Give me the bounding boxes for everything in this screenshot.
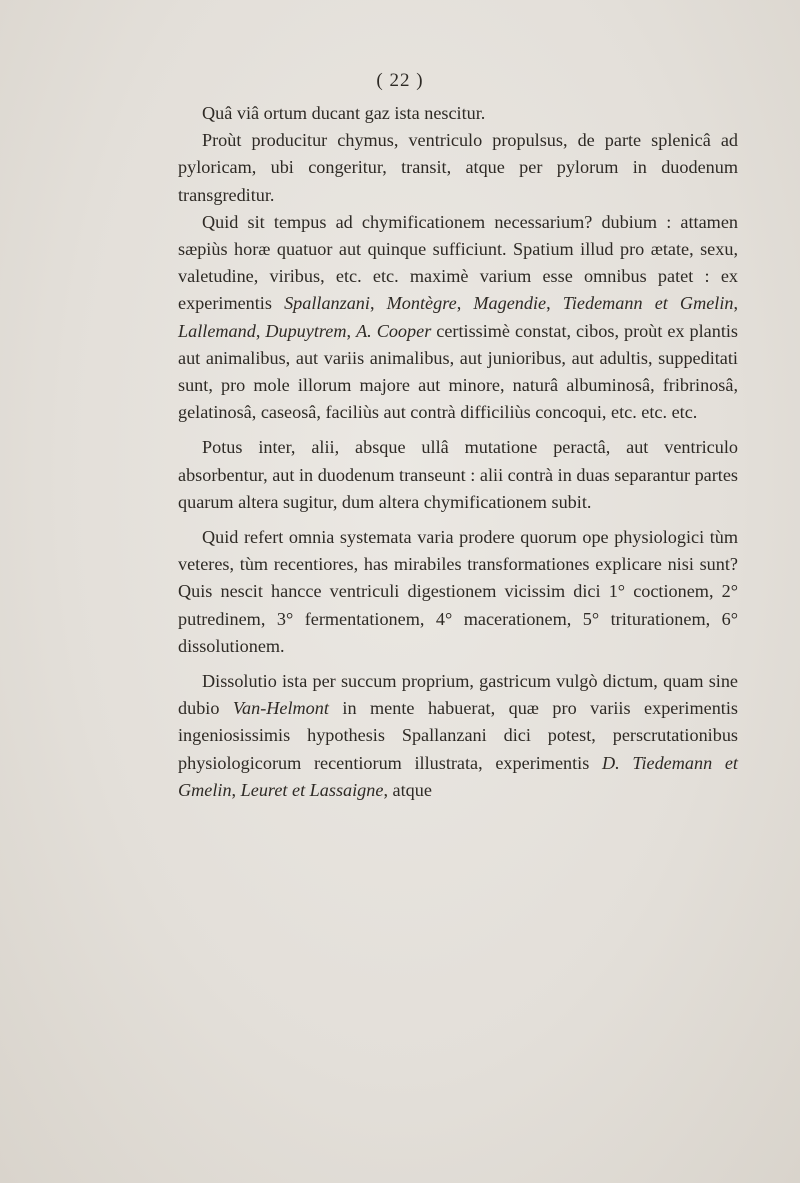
paragraph bbox=[178, 524, 738, 660]
paragraph bbox=[178, 127, 738, 209]
text-run: Proùt producitur chymus, ventriculo propulsus, de parte splenicâ ad pyloricam, ubi congeritur, transit, atque per pylorum in duodenum transgreditur. bbox=[178, 130, 738, 205]
text-run: Potus inter, alii, absque ullâ mutatione peractâ, aut ventriculo absorbentur, aut in duodenum transeunt : alii contrà in duas separantur partes quarum altera sugitur, dum altera chymificationem subit. bbox=[178, 437, 738, 512]
italic-run: A. Cooper bbox=[356, 320, 432, 341]
italic-run: D. Tiedemann et Gmelin bbox=[178, 752, 738, 800]
italic-run: Magendie bbox=[473, 293, 547, 314]
text-run: , bbox=[733, 293, 739, 314]
body-text bbox=[178, 100, 738, 804]
text-run: , bbox=[255, 320, 266, 341]
paragraph bbox=[178, 668, 738, 804]
italic-run: Van-Helmont bbox=[232, 698, 329, 719]
italic-run: Dupuytrem bbox=[265, 320, 347, 341]
text-run: certissimè constat, cibos, proùt ex plantis aut animalibus, aut variis animalibus, aut junioribus, aut adultis, suppeditati sunt, pro mole illorum majore aut minore, naturâ albuminosâ, fribrinosâ, gelatinosâ, caseosâ, faciliùs aut contrà difficiliùs concoqui, etc. etc. etc. bbox=[178, 320, 739, 423]
paragraph bbox=[178, 434, 738, 516]
italic-run: Leuret et Lassaigne bbox=[240, 779, 384, 800]
text-run: , bbox=[231, 779, 241, 800]
text-run: , bbox=[369, 293, 387, 314]
text-run: Quid sit tempus ad chymificationem necessarium? dubium : attamen sæpiùs horæ quatuor aut quinque sufficiunt. Spatium illud pro ætate, sexu, valetudine, viribus, etc. etc. maximè varium esse omnibus patet : ex experimentis bbox=[178, 211, 738, 314]
text-run: , bbox=[546, 293, 563, 314]
paragraph bbox=[178, 100, 738, 127]
italic-run: Tiedemann et Gmelin bbox=[562, 293, 734, 314]
text-run: , atque bbox=[383, 779, 432, 800]
text-run: Quid refert omnia systemata varia prodere quorum ope physiologici tùm veteres, tùm recentiores, has mirabiles transformationes explicare nisi sunt? Quis nescit hancce ventriculi digestionem vicissim dici 1° coctionem, 2° putredinem, 3° fermentationem, 4° macerationem, 5° triturationem, 6° dissolutionem. bbox=[178, 527, 738, 656]
italic-run: Montègre bbox=[386, 293, 457, 314]
text-run: Dissolutio ista per succum proprium, gastricum vulgò dictum, quam sine dubio bbox=[178, 671, 738, 719]
italic-run: Lallemand bbox=[178, 320, 256, 341]
page-number: ( 22 ) bbox=[376, 70, 424, 91]
paragraph bbox=[178, 209, 738, 427]
text-run: , bbox=[346, 320, 357, 341]
italic-run: Spallanzani bbox=[284, 293, 370, 314]
text-run: in mente habuerat, quæ pro variis experimentis ingeniosissimis hypothesis Spallanzani dici potest, perscrutationibus physiologicorum recentiorum illustrata, experimentis bbox=[178, 698, 738, 773]
text-run: , bbox=[456, 293, 474, 314]
text-run: Quâ viâ ortum ducant gaz ista nescitur. bbox=[202, 103, 486, 123]
